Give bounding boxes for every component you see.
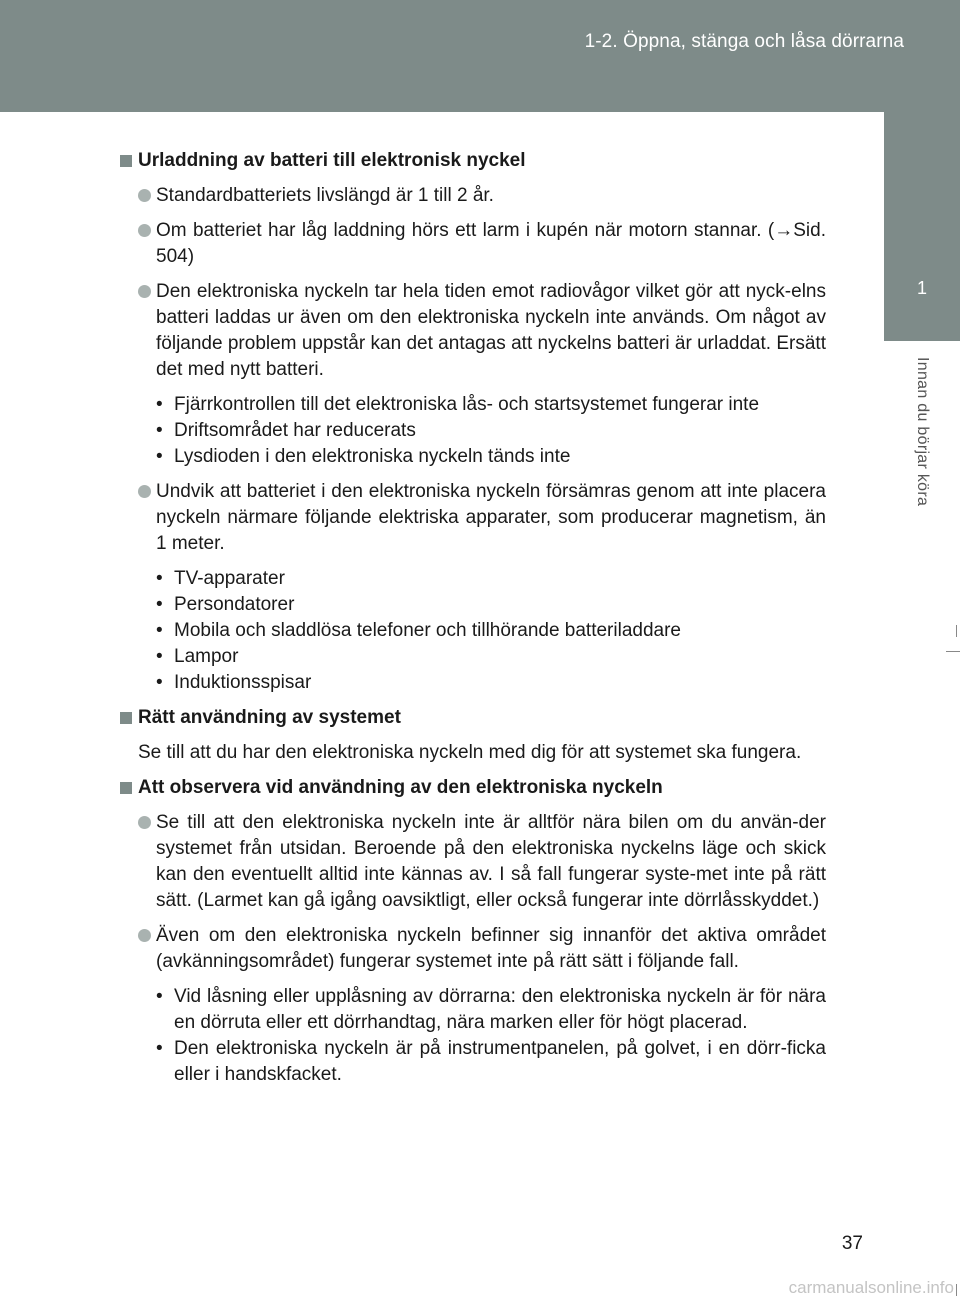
bullet-point: Undvik att batteriet i den elektroniska nyckeln försämras genom att inte placera nyckeln närmare följande elektriska apparater, som producerar magnetism, än 1 meter.	[120, 479, 826, 557]
chapter-title: 1-2. Öppna, stänga och låsa dörrarna	[584, 31, 904, 52]
watermark: carmanualsonline.info	[788, 1278, 954, 1297]
list-item: • Den elektroniska nyckeln är på instrumentpanelen, på golvet, i en dörr-ficka eller i handskfacket.	[156, 1036, 826, 1088]
section-heading: Att observera vid användning av den elektroniska nyckeln	[120, 775, 826, 801]
bullet-point: Om batteriet har låg laddning hörs ett larm i kupén när motorn stannar. (→Sid. 504)	[120, 218, 826, 270]
circle-bullet-icon	[138, 224, 151, 237]
sub-list	[156, 392, 826, 470]
list-item: • TV-apparater	[156, 566, 826, 592]
list-item: • Induktionsspisar	[156, 670, 826, 696]
bullet-point: Se till att den elektroniska nyckeln inte är alltför nära bilen om du använ-der systemet från utsidan. Beroende på den elektroniska nyckelns läge och skick kan den eventuellt alltid inte kännas av. I så fall fungerar syste-met inte på rätt sätt. (Larmet kan gå igång oavsiktligt, eller också fungerar inte dörrlåsskyddet.)	[120, 810, 826, 914]
list-item: • Mobila och sladdlösa telefoner och tillhörande batteriladdare	[156, 618, 826, 644]
bullet-point: Även om den elektroniska nyckeln befinner sig innanför det aktiva området (avkänningsområdet) fungerar systemet inte på rätt sätt i följande fall.	[120, 923, 826, 975]
crop-mark	[956, 625, 957, 637]
list-item: • Lysdioden i den elektroniska nyckeln tänds inte	[156, 444, 826, 470]
square-bullet-icon	[120, 782, 132, 794]
chapter-number: 1	[916, 278, 927, 298]
side-tab-active	[884, 248, 960, 341]
page-number: 37	[841, 1233, 863, 1254]
list-item: • Fjärrkontrollen till det elektroniska lås- och startsystemet fungerar inte	[156, 392, 826, 418]
sub-list	[156, 984, 826, 1088]
section-heading: Urladdning av batteri till elektronisk nyckel	[120, 148, 826, 174]
side-tab-label-area	[884, 341, 960, 651]
list-item: • Persondatorer	[156, 592, 826, 618]
bullet-point: Den elektroniska nyckeln tar hela tiden emot radiovågor vilket gör att nyck-elns batteri laddas ur även om den elektroniska nyckeln inte används. Om något av följande problem uppstår kan det antagas att nyckelns batteri är urladdat. Ersätt det med nytt batteri.	[120, 279, 826, 383]
circle-bullet-icon	[138, 285, 151, 298]
section-text: Se till att du har den elektroniska nyckeln med dig för att systemet ska fungera.	[138, 742, 802, 763]
page-content	[120, 148, 826, 1097]
bullet-point: Standardbatteriets livslängd är 1 till 2 år.	[120, 183, 826, 209]
circle-bullet-icon	[138, 929, 151, 942]
square-bullet-icon	[120, 712, 132, 724]
chapter-label: Innan du börjar köra	[914, 357, 931, 507]
section-heading: Rätt användning av systemet	[120, 705, 826, 731]
sub-list	[156, 566, 826, 696]
circle-bullet-icon	[138, 816, 151, 829]
crop-mark	[956, 1284, 957, 1296]
list-item: • Driftsområdet har reducerats	[156, 418, 826, 444]
list-item: • Vid låsning eller upplåsning av dörrarna: den elektroniska nyckeln är för nära en dörruta eller ett dörrhandtag, nära marken eller för högt placerad.	[156, 984, 826, 1036]
crop-mark	[946, 651, 960, 652]
page-header	[0, 0, 960, 112]
square-bullet-icon	[120, 155, 132, 167]
side-tab-top	[884, 112, 960, 248]
list-item: • Lampor	[156, 644, 826, 670]
circle-bullet-icon	[138, 485, 151, 498]
circle-bullet-icon	[138, 189, 151, 202]
